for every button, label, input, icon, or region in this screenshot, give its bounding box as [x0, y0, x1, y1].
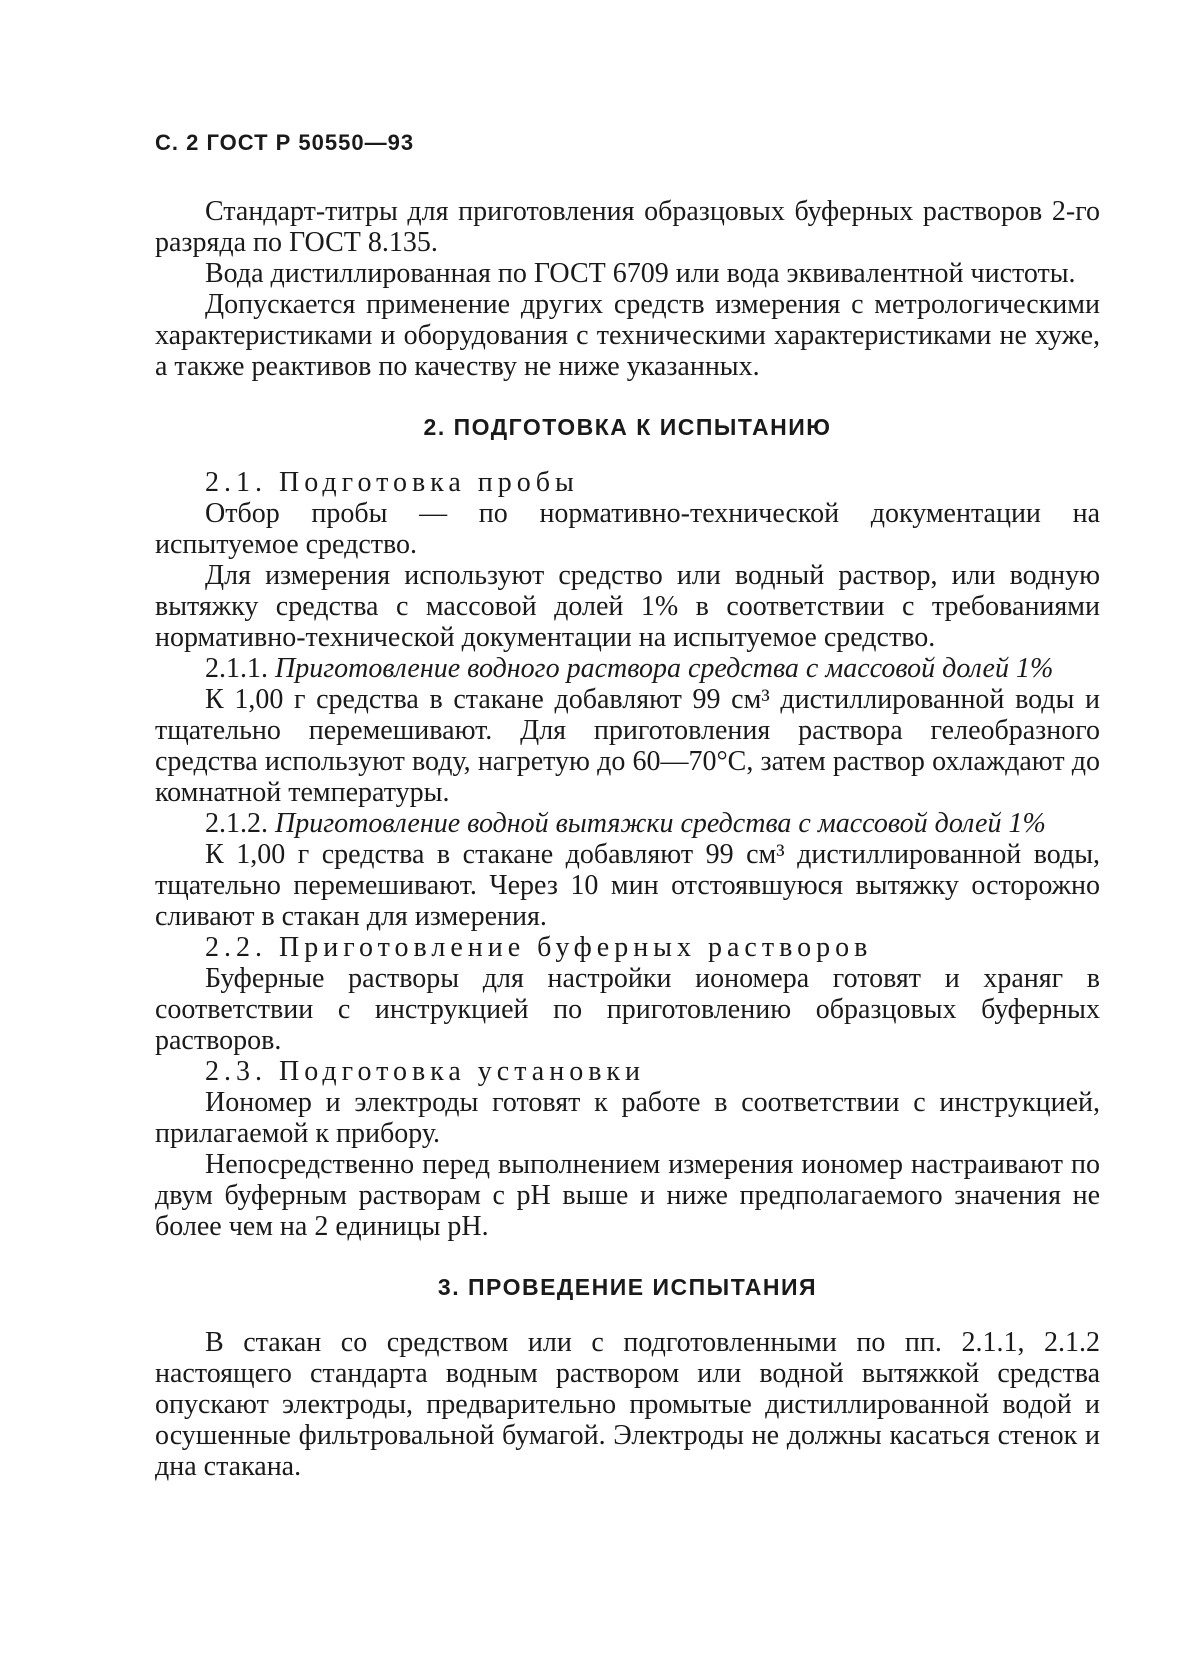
- section-3-title: 3. ПРОВЕДЕНИЕ ИСПЫТАНИЯ: [437, 1274, 818, 1300]
- subsection-2-1-heading: 2.1. Подготовка пробы: [205, 467, 579, 498]
- subsection-2-1-paragraph-measurement: Для измерения используют средство или водный раствор, или водную вытяжку средства с массовой долей 1% в соответствии с требованиями нормативно-технической документации на испытуемое средство.: [155, 560, 1100, 653]
- subsection-2-1-1-title: Приготовление водного раствора средства с массовой долей 1%: [275, 653, 1054, 684]
- subsection-2-3-heading: 2.3. Подготовка установки: [205, 1056, 645, 1087]
- subsection-2-2-heading: 2.2. Приготовление буферных растворов: [205, 932, 873, 963]
- intro-paragraph-standard-titres: Стандарт-титры для приготовления образцовых буферных растворов 2-го разряда по ГОСТ 8.135.: [155, 196, 1100, 258]
- subsection-2-3-paragraph-calibration: Непосредственно перед выполнением измерения иономер настраивают по двум буферным растворам с рН выше и ниже предполагаемого значения не более чем на 2 единицы рН.: [155, 1149, 1100, 1242]
- subsection-2-3-paragraph-ionometer: Иономер и электроды готовят к работе в соответствии с инструкцией, прилагаемой к прибору.: [155, 1087, 1100, 1149]
- subsection-2-1-2-title: Приготовление водной вытяжки средства с массовой долей 1%: [275, 808, 1046, 839]
- subsection-2-1-2-number: 2.1.2.: [205, 808, 268, 839]
- document-page: [155, 130, 1100, 1482]
- subsection-2-1-1-heading: [155, 653, 1100, 684]
- subsection-2-1-paragraph-sampling: Отбор пробы — по нормативно-технической документации на испытуемое средство.: [155, 498, 1100, 560]
- subsection-2-1-1-number: 2.1.1.: [205, 653, 268, 684]
- subsection-2-2-paragraph: Буферные растворы для настройки иономера готовят и храняг в соответствии с инструкцией по приготовлению образцовых буферных растворов.: [155, 963, 1100, 1056]
- subsection-2-1-1-paragraph: К 1,00 г средства в стакане добавляют 99 см³ дистиллированной воды и тщательно перемешивают. Для приготовления раствора гелеобразного средства используют воду, нагретую до 60—70°С, затем раствор охлаждают до комнатной температуры.: [155, 684, 1100, 808]
- intro-paragraph-distilled-water: Вода дистиллированная по ГОСТ 6709 или вода эквивалентной чистоты.: [205, 258, 1076, 289]
- subsection-2-1-2-paragraph: К 1,00 г средства в стакане добавляют 99 см³ дистиллированной воды, тщательно перемешивают. Через 10 мин отстоявшуюся вытяжку осторожно сливают в стакан для измерения.: [155, 839, 1100, 932]
- section-3-paragraph: В стакан со средством или с подготовленными по пп. 2.1.1, 2.1.2 настоящего стандарта водным раствором или водной вытяжкой средства опускают электроды, предварительно промытые дистиллированной водой и осушенные фильтровальной бумагой. Электроды не должны касаться стенок и дна стакана.: [155, 1327, 1100, 1482]
- page-header: С. 2 ГОСТ Р 50550—93: [155, 130, 415, 155]
- subsection-2-1-2-heading: [155, 808, 1100, 839]
- intro-paragraph-allowed-equipment: Допускается применение других средств измерения с метрологическими характеристиками и оборудования с техническими характеристиками не хуже, а также реактивов по качеству не ниже указанных.: [155, 289, 1100, 382]
- section-2-title: 2. ПОДГОТОВКА К ИСПЫТАНИЮ: [423, 414, 832, 440]
